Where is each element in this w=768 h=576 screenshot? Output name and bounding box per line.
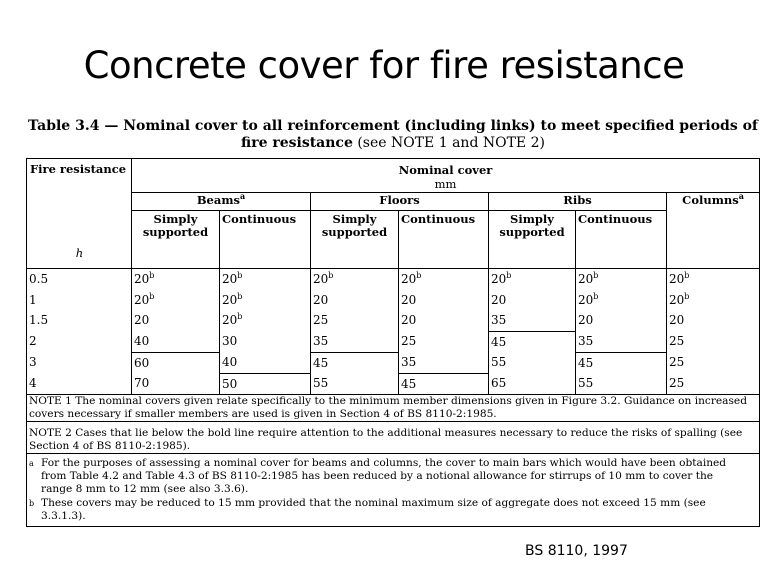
value-cell bbox=[399, 269, 489, 290]
header-nominal-cover bbox=[132, 159, 760, 193]
header-floors: Floors bbox=[311, 193, 489, 211]
table-body bbox=[27, 269, 760, 395]
footnote-a bbox=[29, 457, 757, 496]
value-cell bbox=[220, 269, 311, 290]
value: 20 bbox=[401, 313, 417, 327]
value: 20 bbox=[401, 272, 417, 286]
value-cell bbox=[311, 331, 399, 352]
footnote-mark: b bbox=[684, 271, 690, 280]
value: 35 bbox=[313, 334, 329, 348]
table-row bbox=[27, 310, 760, 331]
value-cell bbox=[311, 373, 399, 395]
value-cell bbox=[576, 310, 667, 331]
value: 40 bbox=[222, 355, 238, 369]
value: 30 bbox=[222, 334, 238, 348]
value-cell bbox=[220, 373, 311, 395]
table-row bbox=[27, 331, 760, 352]
value: 70 bbox=[134, 376, 150, 390]
header-fire-resistance bbox=[27, 159, 132, 269]
header-ribs: Ribs bbox=[489, 193, 667, 211]
value-cell bbox=[220, 310, 311, 331]
footnote-b bbox=[29, 497, 757, 523]
value: 25 bbox=[669, 376, 685, 390]
note-1: NOTE 1 The nominal covers given relate specifically to the minimum member dimensions given in Figure 3.2. Guidance on increased covers necessary if smaller members are used is given in Section 4 of BS 8110-2:1985. bbox=[27, 395, 760, 422]
value: 20 bbox=[578, 313, 594, 327]
value-cell bbox=[311, 290, 399, 311]
header-columns bbox=[667, 193, 760, 269]
table-footnotes bbox=[27, 454, 760, 527]
source-citation: BS 8110, 1997 bbox=[525, 543, 628, 559]
value-cell bbox=[220, 331, 311, 352]
value: 55 bbox=[491, 355, 507, 369]
footnote-mark: b bbox=[684, 291, 690, 301]
value: 55 bbox=[313, 376, 329, 390]
value: 55 bbox=[578, 376, 594, 390]
value: 20 bbox=[313, 292, 329, 307]
header-beams-simply: Simply supported bbox=[132, 211, 220, 269]
footnote-a-mark: a bbox=[29, 459, 34, 468]
value-cell bbox=[576, 352, 667, 373]
value: 20 bbox=[222, 313, 238, 327]
value: 20 bbox=[401, 292, 417, 307]
value-cell bbox=[489, 352, 576, 373]
header-fire-resistance-label: Fire resistance bbox=[30, 162, 127, 176]
value: 45 bbox=[491, 334, 507, 349]
value: 45 bbox=[401, 376, 417, 391]
footnotes-box bbox=[27, 454, 760, 527]
table-row bbox=[27, 352, 760, 373]
footnote-b-mark: b bbox=[29, 499, 35, 508]
value-cell bbox=[311, 352, 399, 373]
table-caption-title: Table 3.4 — Nominal cover to all reinforcement (including links) to meet specified periods of fire resistance bbox=[28, 118, 758, 151]
header-fire-unit: h bbox=[75, 246, 84, 260]
footnote-mark: b bbox=[328, 271, 334, 280]
value: 20 bbox=[222, 272, 238, 286]
footnote-mark: b bbox=[506, 271, 512, 280]
value: 20 bbox=[669, 272, 685, 286]
footnote-mark: a bbox=[239, 191, 246, 202]
value: 25 bbox=[313, 313, 329, 327]
value-cell bbox=[132, 352, 220, 373]
value: 65 bbox=[491, 376, 507, 390]
value: 20 bbox=[313, 272, 329, 286]
value-cell bbox=[667, 373, 760, 395]
value: 35 bbox=[578, 334, 594, 348]
value: 20 bbox=[222, 292, 238, 307]
value: 45 bbox=[313, 355, 329, 370]
table-row bbox=[27, 373, 760, 395]
value: 20 bbox=[134, 272, 150, 286]
value-cell bbox=[667, 331, 760, 352]
value: 45 bbox=[578, 355, 594, 370]
fire-cell: 1 bbox=[27, 290, 132, 311]
value: 25 bbox=[669, 334, 685, 348]
slide-title: Concrete cover for fire resistance bbox=[83, 44, 685, 87]
note-2: NOTE 2 Cases that lie below the bold line require attention to the additional measures necessary to reduce the risks of spalling (see Section 4 of BS 8110-2:1985). bbox=[27, 422, 760, 454]
footnote-mark: b bbox=[237, 312, 243, 321]
value-cell bbox=[576, 269, 667, 290]
table-row bbox=[27, 269, 760, 290]
value-cell bbox=[311, 310, 399, 331]
value: 20 bbox=[578, 292, 594, 307]
fire-cell: 2 bbox=[27, 331, 132, 352]
header-floors-continuous: Continuous bbox=[399, 211, 489, 269]
value: 25 bbox=[669, 355, 685, 369]
footnote-mark: b bbox=[149, 271, 155, 280]
value-cell bbox=[132, 331, 220, 352]
value-cell bbox=[489, 310, 576, 331]
value: 35 bbox=[491, 313, 507, 327]
value-cell bbox=[399, 290, 489, 311]
fire-cell: 1.5 bbox=[27, 310, 132, 331]
footnote-mark: b bbox=[237, 271, 243, 280]
value-cell bbox=[132, 290, 220, 311]
value-cell bbox=[220, 290, 311, 311]
header-nominal-unit: mm bbox=[434, 177, 457, 191]
header-columns-label: Columns bbox=[682, 193, 739, 207]
table-notes bbox=[27, 395, 760, 454]
value-cell bbox=[489, 373, 576, 395]
value-cell bbox=[399, 310, 489, 331]
footnote-mark: b bbox=[416, 271, 422, 280]
value: 35 bbox=[401, 355, 417, 369]
footnote-b-text: These covers may be reduced to 15 mm provided that the nominal maximum size of aggregate does not exceed 15 mm (see 3.3.1.3). bbox=[41, 497, 706, 522]
footnote-a-text: For the purposes of assessing a nominal cover for beams and columns, the cover to main bars which would have been obtained from Table 4.2 and Table 4.3 of BS 8110-2:1985 has been reduced by a notional allowance for stirrups of 10 mm to cover the range 8 mm to 12 mm (see also 3.3.6). bbox=[41, 457, 727, 495]
header-floors-simply: Simply supported bbox=[311, 211, 399, 269]
value-cell bbox=[489, 269, 576, 290]
value-cell bbox=[311, 269, 399, 290]
value-cell bbox=[399, 331, 489, 352]
value-cell bbox=[489, 290, 576, 311]
value: 20 bbox=[669, 313, 685, 327]
value-cell bbox=[576, 290, 667, 311]
footnote-mark: a bbox=[738, 191, 744, 202]
value-cell bbox=[489, 331, 576, 352]
value: 20 bbox=[491, 292, 507, 307]
table-caption-notes-ref: (see NOTE 1 and NOTE 2) bbox=[352, 135, 545, 151]
value-cell bbox=[132, 310, 220, 331]
value: 20 bbox=[669, 292, 685, 307]
value: 50 bbox=[222, 376, 238, 391]
footnote-mark: b bbox=[593, 271, 599, 280]
header-nominal-cover-label: Nominal cover bbox=[398, 163, 493, 177]
header-ribs-simply: Simply supported bbox=[489, 211, 576, 269]
cover-table bbox=[26, 158, 760, 527]
value-cell bbox=[667, 290, 760, 311]
value-cell bbox=[399, 352, 489, 373]
value-cell bbox=[667, 352, 760, 373]
value-cell bbox=[576, 331, 667, 352]
table-caption bbox=[28, 118, 758, 152]
footnote-mark: b bbox=[237, 291, 243, 301]
header-beams bbox=[132, 193, 311, 211]
value: 20 bbox=[578, 272, 594, 286]
value: 60 bbox=[134, 355, 150, 370]
value-cell bbox=[576, 373, 667, 395]
value: 25 bbox=[401, 334, 417, 348]
fire-cell: 0.5 bbox=[27, 269, 132, 290]
value: 20 bbox=[134, 292, 150, 307]
footnote-mark: b bbox=[593, 291, 599, 301]
value: 20 bbox=[491, 272, 507, 286]
header-ribs-continuous: Continuous bbox=[576, 211, 667, 269]
value-cell bbox=[399, 373, 489, 395]
table-row bbox=[27, 290, 760, 311]
value-cell bbox=[132, 373, 220, 395]
value-cell bbox=[667, 310, 760, 331]
header-beams-continuous: Continuous bbox=[220, 211, 311, 269]
value: 40 bbox=[134, 334, 150, 348]
header-beams-label: Beams bbox=[196, 193, 240, 207]
value-cell bbox=[667, 269, 760, 290]
value: 20 bbox=[134, 313, 150, 327]
value-cell bbox=[132, 269, 220, 290]
fire-cell: 4 bbox=[27, 373, 132, 395]
footnote-mark: b bbox=[149, 291, 155, 301]
fire-cell: 3 bbox=[27, 352, 132, 373]
value-cell bbox=[220, 352, 311, 373]
